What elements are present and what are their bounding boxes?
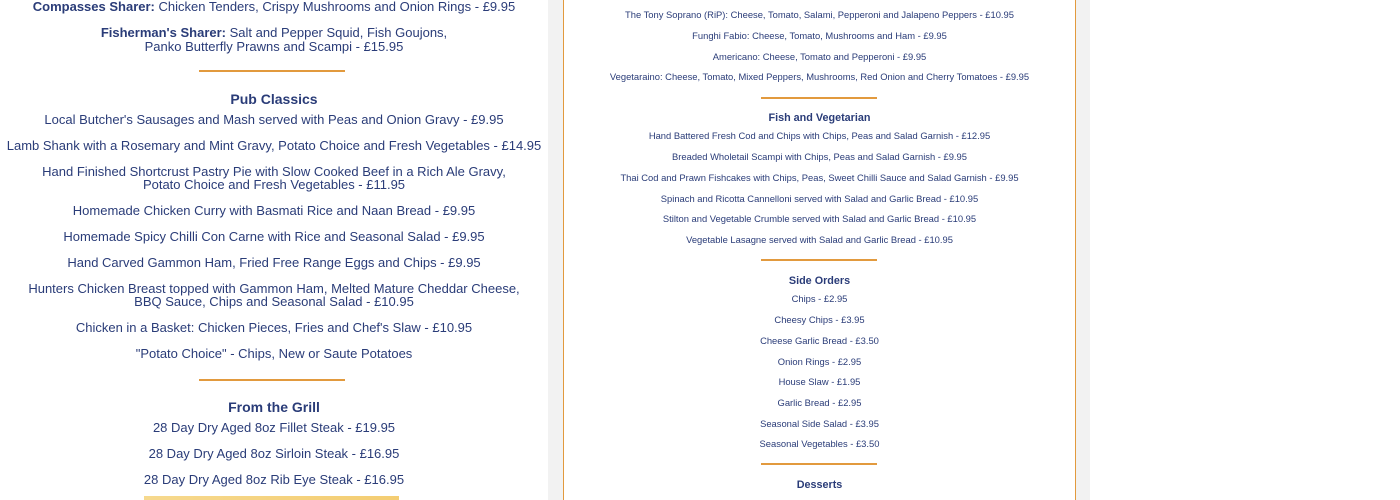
menu-item: Stilton and Vegetable Crumble served with Salad and Garlic Bread - £10.95 [662, 213, 977, 224]
menu-item: Homemade Chicken Curry with Basmati Rice and Naan Bread - £9.95 [72, 203, 476, 218]
fishermans-sharer-label: Fisherman's Sharer: [100, 25, 227, 40]
menu-item: Local Butcher's Sausages and Mash served with Peas and Onion Gravy - £9.95 [44, 112, 504, 127]
compasses-sharer-line [0, 0, 548, 14]
menu-item: Hand Finished Shortcrust Pastry Pie with Slow Cooked Beef in a Rich Ale Gravy, [42, 164, 506, 179]
secondary-menu-column [563, 0, 1076, 500]
desserts-heading: Desserts [796, 479, 843, 491]
menu-item: Chicken in a Basket: Chicken Pieces, Fries and Chef's Slaw - £10.95 [75, 320, 473, 335]
side-order-item: Cheesy Chips - £3.95 [774, 314, 865, 325]
menu-item-continuation: BBQ Sauce, Chips and Seasonal Salad - £10.95 [134, 294, 414, 309]
compasses-sharer-text: Chicken Tenders, Crispy Mushrooms and Onion Rings - £9.95 [158, 0, 516, 14]
section-divider [761, 97, 877, 99]
potato-choice-note: "Potato Choice" - Chips, New or Saute Potatoes [135, 346, 413, 361]
pizza-item: The Tony Soprano (RiP): Cheese, Tomato, Salami, Pepperoni and Jalapeno Peppers - £10.95 [625, 9, 1014, 20]
menu-item: Homemade Spicy Chilli Con Carne with Rice and Seasonal Salad - £9.95 [63, 229, 485, 244]
fishermans-sharer-text-1: Salt and Pepper Squid, Fish Goujons, [229, 25, 448, 40]
menu-item: Hand Battered Fresh Cod and Chips with Chips, Peas and Salad Garnish - £12.95 [648, 130, 991, 141]
side-order-item: Cheese Garlic Bread - £3.50 [760, 335, 879, 346]
blank-page-area [1090, 0, 1400, 500]
pizza-item: Funghi Fabio: Cheese, Tomato, Mushrooms and Ham - £9.95 [692, 30, 947, 41]
side-orders-heading: Side Orders [788, 275, 851, 287]
side-order-item: Seasonal Vegetables - £3.50 [759, 438, 880, 449]
menu-item: 28 Day Dry Aged 8oz Rib Eye Steak - £16.95 [143, 472, 405, 487]
menu-item: Lamb Shank with a Rosemary and Mint Gravy, Potato Choice and Fresh Vegetables - £14.95 [6, 138, 542, 153]
compasses-sharer-label: Compasses Sharer: [32, 0, 155, 14]
menu-item: Hunters Chicken Breast topped with Gammon Ham, Melted Mature Cheddar Cheese, [28, 281, 520, 296]
pub-classics-heading: Pub Classics [230, 91, 318, 107]
menu-item: Hand Carved Gammon Ham, Fried Free Range Eggs and Chips - £9.95 [67, 255, 481, 270]
menu-item: Vegetable Lasagne served with Salad and Garlic Bread - £10.95 [686, 234, 953, 245]
section-divider [761, 463, 877, 465]
section-divider [199, 379, 345, 381]
menu-item: 28 Day Dry Aged 8oz Fillet Steak - £19.95 [152, 420, 396, 435]
side-order-item: Onion Rings - £2.95 [777, 356, 862, 367]
section-divider [199, 70, 345, 72]
menu-item: Breaded Wholetail Scampi with Chips, Peas and Salad Garnish - £9.95 [672, 151, 967, 162]
fishermans-sharer-line-2: Panko Butterfly Prawns and Scampi - £15.95 [144, 39, 404, 54]
fishermans-sharer-line-1 [0, 26, 548, 40]
side-order-item: Seasonal Side Salad - £3.95 [760, 418, 879, 429]
section-divider [761, 259, 877, 261]
from-the-grill-heading: From the Grill [228, 399, 320, 415]
main-menu-column [0, 0, 548, 500]
menu-item: Thai Cod and Prawn Fishcakes with Chips, Peas, Sweet Chilli Sauce and Salad Garnish - £9.95 [620, 172, 1019, 183]
side-order-item: Chips - £2.95 [791, 293, 848, 304]
pizza-item: Vegetaraino: Cheese, Tomato, Mixed Peppers, Mushrooms, Red Onion and Cherry Tomatoes - £9.95 [609, 71, 1030, 82]
menu-item: Spinach and Ricotta Cannelloni served with Salad and Garlic Bread - £10.95 [660, 193, 979, 204]
cropped-highlight [144, 496, 399, 500]
pizza-item: Americano: Cheese, Tomato and Pepperoni - £9.95 [712, 51, 927, 62]
side-order-item: House Slaw - £1.95 [778, 376, 861, 387]
menu-item-continuation: Potato Choice and Fresh Vegetables - £11.95 [142, 177, 406, 192]
fish-and-vegetarian-heading: Fish and Vegetarian [768, 112, 871, 124]
side-order-item: Garlic Bread - £2.95 [777, 397, 862, 408]
menu-item: 28 Day Dry Aged 8oz Sirloin Steak - £16.95 [148, 446, 400, 461]
